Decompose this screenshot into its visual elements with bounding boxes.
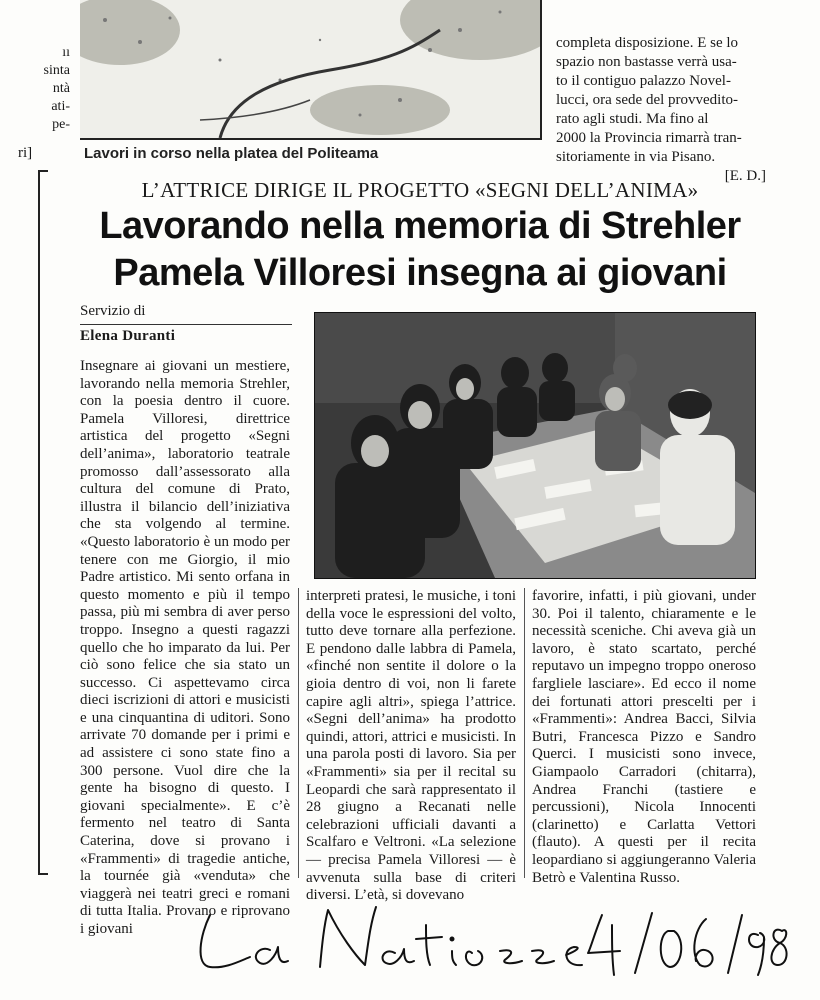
previous-article-ending [556,34,766,186]
column-divider [524,588,525,878]
photo-caption: Lavori in corso nella platea del Politeama [84,145,379,162]
headline-line-1: Lavorando nella memoria di Strehler [99,205,741,247]
handwriting-image [190,895,790,985]
article-column-1: Insegnare ai giovani un mestiere, lavorando nella memoria Strehler, con la poesia dentro il cuore. Pamela Villoresi, direttrice artistica del progetto «Segni dell’anima», laboratorio teatrale promosso dall’assessorato alla cultura del comune di Prato, illustra il bilancio dell’iniziativa che sta volgendo al termine. «Questo laboratorio è un modo per tenere con me Giorgio, il mio Padre artistico. Mi sento orfana in questo momento e più il tempo passa, più mi sembra di aver perso troppo. Insegno a questi ragazzi quello che ho imparato da lui. Per ciò sono felice che sia stato un successo. Ci aspettevamo circa dieci iscrizioni di attori e musicisti e una cinquantina di uditori. Sono arrivate 70 domande per i primi e ad assistere ci sono state fino a 300 persone. Vuol dire che la gente ha bisogno di questo. I giovani specialmente». E c’è fermento nel teatro di Santa Caterina, dove si provano i «Frammenti» di tragedie antiche, la tournée già «venduta» che viaggerà nei teatri greci e romani di tutta Italia. Provano e riprovano i giovani [80,358,290,937]
text-line: sitoriamente in via Pisano. [556,149,716,165]
fragment-line: ntà [52,81,70,96]
left-column-fragment [10,44,70,134]
left-border-rule-bottom [38,873,48,875]
byline-author: Elena Duranti [80,328,176,344]
left-border-rule [38,170,40,875]
fragment-line: pe- [52,117,70,132]
byline-label: Servizio di [80,303,146,319]
text-line: 2000 la Provincia rimarrà tran- [556,130,742,146]
fragment-line: ati- [51,99,70,114]
text-line: spazio non bastasse verrà usa- [556,54,737,70]
text-line: completa disposizione. E se lo [556,35,739,51]
fragment-line: sinta [43,63,70,78]
fragment-line: ıı [62,45,70,60]
fragment-line: ri] [18,145,33,161]
text-line: lucci, ora sede del provvedito- [556,92,739,108]
top-photo [80,0,542,140]
text-line: to il contiguo palazzo Novel- [556,73,731,89]
main-photo [314,312,756,579]
article-column-2: interpreti pratesi, le musiche, i toni della voce le espressioni del volto, tutto deve tornare alla perfezione. E pendono dalle labbra di Pamela, «finché non sentite il dolore o la gioia dentro di voi, non li farete capire agli altri», spiega l’attrice. «Segni dell’anima» ha prodotto quindi, attori, attrici e musicisti. In una parola posti di lavoro. Sia per «Frammenti» sia per il recital su Leopardi che sarà rappresentato il 28 giugno a Recanati nelle celebrazioni ufficiali davanti a Scalfaro e Veltroni. «La selezione — precisa Pamela Villoresi — è avvenuta sulla base di criteri diversi. L’età, si dovevano [306,588,516,904]
byline-rule [80,324,292,325]
article-kicker: L’ATTRICE DIRIGE IL PROGETTO «SEGNI DELL’ANIMA» [141,178,699,202]
left-border-rule-top [38,170,48,172]
text-line: rato agli studi. Ma fino al [556,111,709,127]
construction-photo-image [80,0,540,138]
headline-line-2: Pamela Villoresi insegna ai giovani [113,252,727,294]
workshop-group-photo-image [315,313,755,578]
column-divider [298,588,299,878]
handwritten-source-note [190,895,790,985]
author-initials: [E. D.] [724,168,766,184]
article-column-3: favorire, infatti, i più giovani, under 30. Poi il talento, chiaramente e le necessità sceniche. Chi aveva già un lavoro, è stato scartato, perché reputavo un impegno troppo oneroso fargliele lasciare». Ed ecco il nome dei fortunati attori prescelti per i «Frammenti»: Andrea Bacci, Silvia Butri, Francesca Pizzo e Sandro Querci. I musicisti sono invece, Giampaolo Carradori (chitarra), Andrea Franchi (tastiere e percussioni), Nicola Innocenti (clarinetto) e Carlatta Vettori (flauto). A questi per il recita leopardiano si aggiungeranno Valeria Betrò e Valentina Russo. [532,588,756,886]
